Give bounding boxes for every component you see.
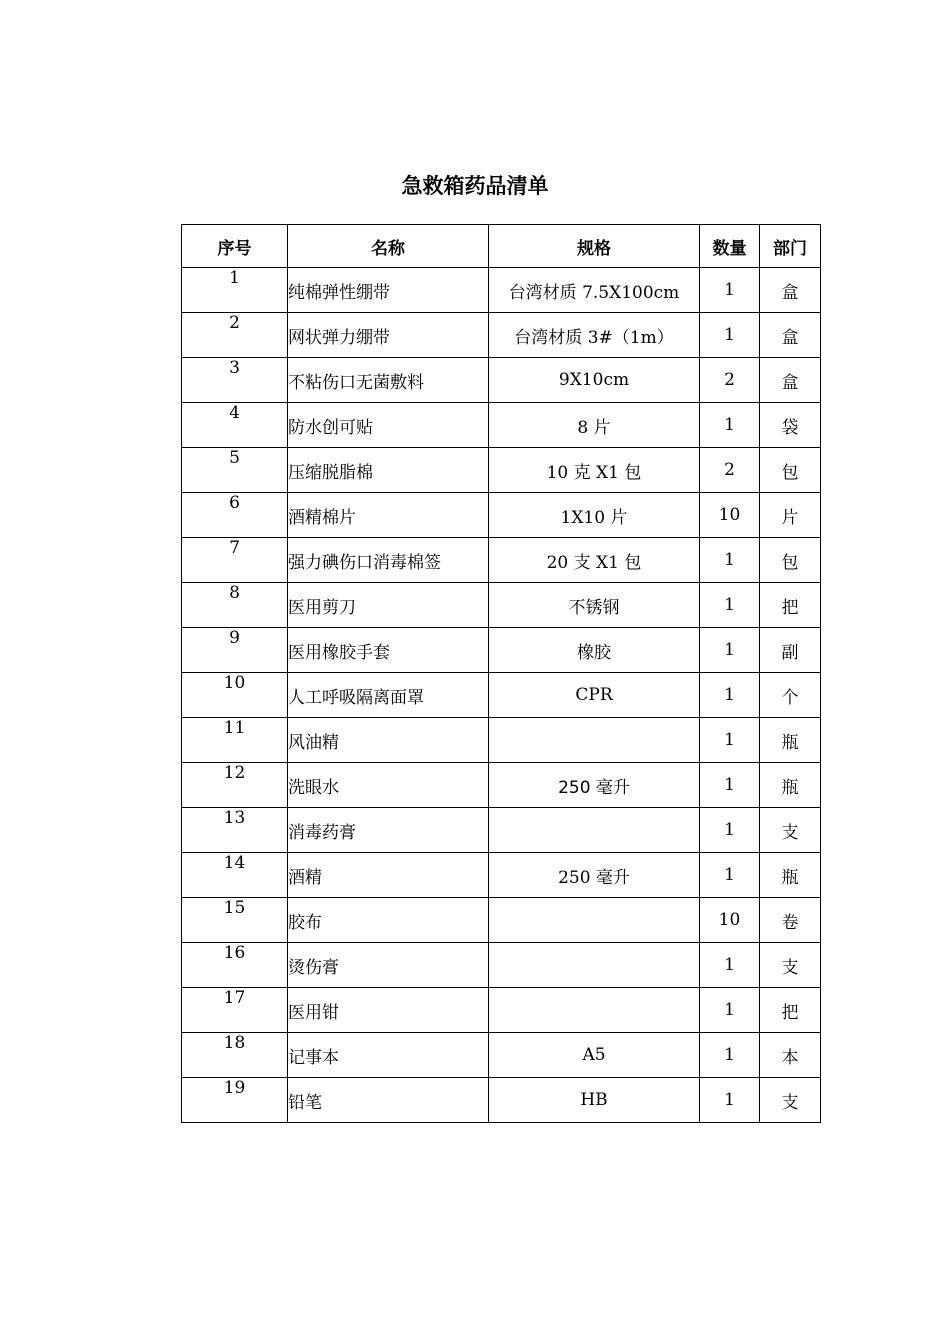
- table-row: [182, 358, 821, 403]
- item-quantity: 1: [700, 853, 760, 898]
- item-spec: [489, 808, 700, 853]
- table-row: [182, 1078, 821, 1123]
- item-quantity: 1: [700, 673, 760, 718]
- item-quantity: 1: [700, 313, 760, 358]
- item-unit: 瓶: [760, 718, 821, 763]
- item-unit: 片: [760, 493, 821, 538]
- item-unit: 瓶: [760, 853, 821, 898]
- table-row: [182, 763, 821, 808]
- row-number: 19: [182, 1078, 288, 1123]
- table-row: [182, 313, 821, 358]
- item-unit: 支: [760, 1078, 821, 1123]
- item-spec: 台湾材质 7.5X100cm: [489, 268, 700, 313]
- item-spec: CPR: [489, 673, 700, 718]
- table-row: [182, 988, 821, 1033]
- item-quantity: 1: [700, 538, 760, 583]
- item-quantity: 1: [700, 808, 760, 853]
- item-unit: 瓶: [760, 763, 821, 808]
- row-number: 17: [182, 988, 288, 1033]
- item-quantity: 10: [700, 493, 760, 538]
- item-name: 烫伤膏: [288, 943, 489, 988]
- item-unit: 把: [760, 583, 821, 628]
- row-number: 11: [182, 718, 288, 763]
- table-row: [182, 493, 821, 538]
- item-unit: 盒: [760, 358, 821, 403]
- table-row: [182, 403, 821, 448]
- row-number: 6: [182, 493, 288, 538]
- table-row: [182, 718, 821, 763]
- item-quantity: 1: [700, 583, 760, 628]
- item-unit: 袋: [760, 403, 821, 448]
- item-spec: [489, 898, 700, 943]
- item-spec: [489, 763, 700, 808]
- item-name: 胶布: [288, 898, 489, 943]
- table-header-row: [182, 225, 821, 268]
- first-aid-inventory-table: [181, 224, 821, 1123]
- table-row: [182, 538, 821, 583]
- item-spec: [489, 718, 700, 763]
- row-number: 16: [182, 943, 288, 988]
- row-number: 18: [182, 1033, 288, 1078]
- table-row: [182, 448, 821, 493]
- item-spec: A5: [489, 1033, 700, 1078]
- item-name: 医用橡胶手套: [288, 628, 489, 673]
- header-no: 序号: [182, 225, 288, 268]
- item-spec-unit: 毫升: [595, 777, 630, 798]
- item-unit: 盒: [760, 268, 821, 313]
- table-row: [182, 268, 821, 313]
- item-quantity: 2: [700, 448, 760, 493]
- row-number: 1: [182, 268, 288, 313]
- item-name: 网状弹力绷带: [288, 313, 489, 358]
- item-quantity: 1: [700, 1033, 760, 1078]
- item-unit: 本: [760, 1033, 821, 1078]
- item-spec: 9X10cm: [489, 358, 700, 403]
- item-quantity: 1: [700, 988, 760, 1033]
- item-unit: 盒: [760, 313, 821, 358]
- item-unit: 支: [760, 808, 821, 853]
- row-number: 9: [182, 628, 288, 673]
- header-spec: 规格: [489, 225, 700, 268]
- table-row: [182, 808, 821, 853]
- item-quantity: 1: [700, 628, 760, 673]
- item-name: 医用钳: [288, 988, 489, 1033]
- table-row: [182, 943, 821, 988]
- item-name: 不粘伤口无菌敷料: [288, 358, 489, 403]
- item-spec: 台湾材质 3#（1m）: [489, 313, 700, 358]
- item-name: 洗眼水: [288, 763, 489, 808]
- row-number: 4: [182, 403, 288, 448]
- item-unit: 包: [760, 448, 821, 493]
- item-spec-number: 250: [558, 777, 591, 798]
- item-quantity: 1: [700, 1078, 760, 1123]
- item-quantity: 2: [700, 358, 760, 403]
- item-name: 防水创可贴: [288, 403, 489, 448]
- item-spec: 1X10 片: [489, 493, 700, 538]
- row-number: 10: [182, 673, 288, 718]
- item-name: 医用剪刀: [288, 583, 489, 628]
- row-number: 8: [182, 583, 288, 628]
- table-row: [182, 673, 821, 718]
- item-spec: 20 支 X1 包: [489, 538, 700, 583]
- item-name: 记事本: [288, 1033, 489, 1078]
- item-name: 压缩脱脂棉: [288, 448, 489, 493]
- header-name: 名称: [288, 225, 489, 268]
- item-unit: 卷: [760, 898, 821, 943]
- table-row: [182, 583, 821, 628]
- row-number: 3: [182, 358, 288, 403]
- page-title: 急救箱药品清单: [401, 174, 549, 198]
- table-row: [182, 898, 821, 943]
- item-unit: 支: [760, 943, 821, 988]
- item-spec: HB: [489, 1078, 700, 1123]
- row-number: 2: [182, 313, 288, 358]
- item-name: 酒精棉片: [288, 493, 489, 538]
- row-number: 12: [182, 763, 288, 808]
- item-unit: 个: [760, 673, 821, 718]
- row-number: 7: [182, 538, 288, 583]
- item-name: 酒精: [288, 853, 489, 898]
- item-spec: [489, 943, 700, 988]
- item-name: 铅笔: [288, 1078, 489, 1123]
- item-quantity: 10: [700, 898, 760, 943]
- item-spec: 橡胶: [489, 628, 700, 673]
- item-spec: 不锈钢: [489, 583, 700, 628]
- item-spec: 10 克 X1 包: [489, 448, 700, 493]
- item-spec: [489, 988, 700, 1033]
- item-quantity: 1: [700, 943, 760, 988]
- header-qty: 数量: [700, 225, 760, 268]
- item-unit: 包: [760, 538, 821, 583]
- row-number: 15: [182, 898, 288, 943]
- item-name: 纯棉弹性绷带: [288, 268, 489, 313]
- table-row: [182, 628, 821, 673]
- item-spec: 250 毫升: [489, 853, 700, 898]
- table-row: [182, 853, 821, 898]
- item-name: 风油精: [288, 718, 489, 763]
- item-quantity: 1: [700, 763, 760, 808]
- row-number: 13: [182, 808, 288, 853]
- item-name: 人工呼吸隔离面罩: [288, 673, 489, 718]
- table-row: [182, 1033, 821, 1078]
- header-unit: 部门: [760, 225, 821, 268]
- item-unit: 把: [760, 988, 821, 1033]
- item-unit: 副: [760, 628, 821, 673]
- item-spec: 8 片: [489, 403, 700, 448]
- item-quantity: 1: [700, 403, 760, 448]
- item-name: 消毒药膏: [288, 808, 489, 853]
- item-quantity: 1: [700, 718, 760, 763]
- item-name: 强力碘伤口消毒棉签: [288, 538, 489, 583]
- row-number: 5: [182, 448, 288, 493]
- item-quantity: 1: [700, 268, 760, 313]
- row-number: 14: [182, 853, 288, 898]
